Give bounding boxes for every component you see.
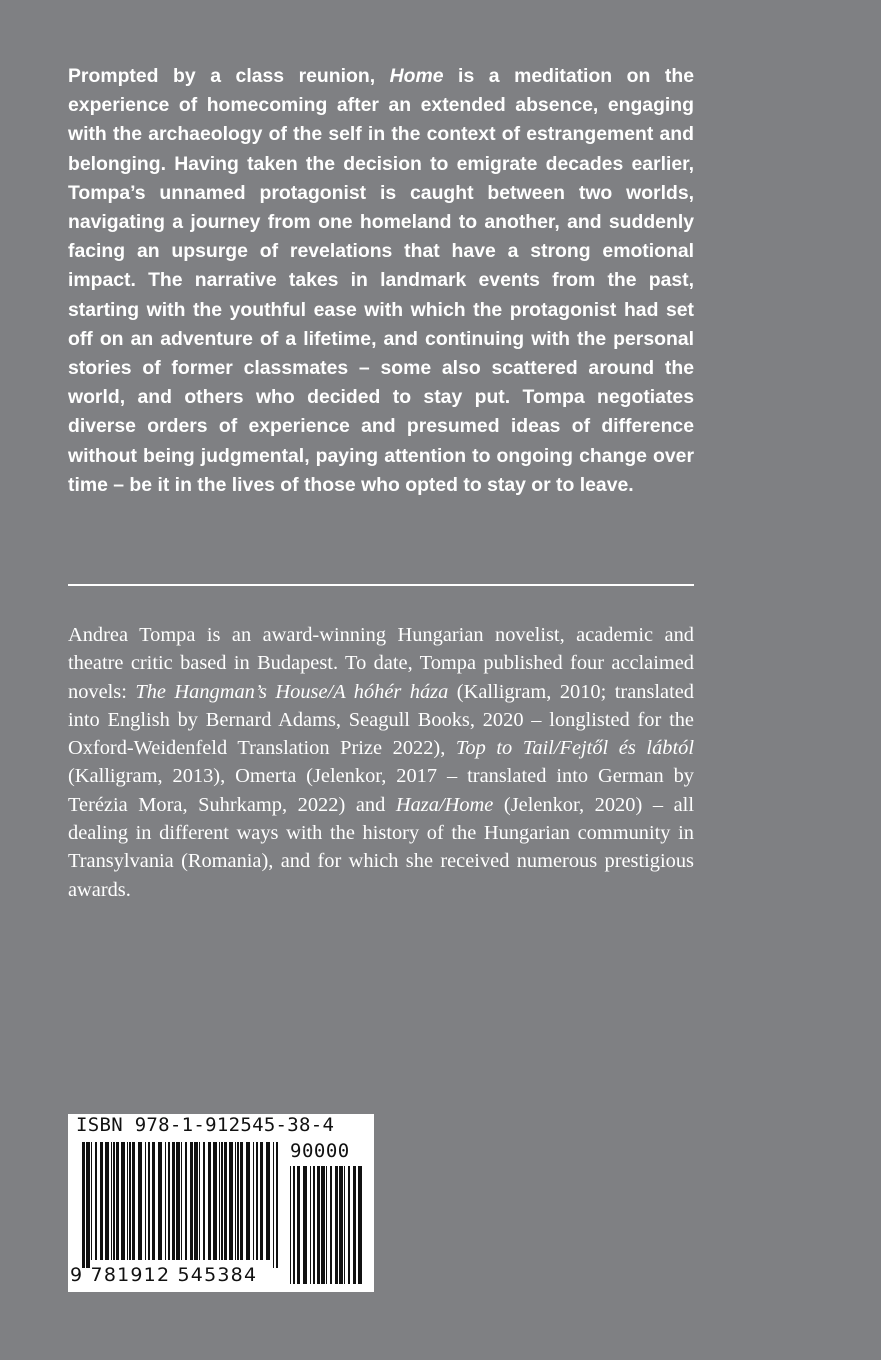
barcode-bar [208, 1142, 211, 1260]
blurb-intro: Prompted by a class reunion, [68, 65, 390, 87]
barcode-bar [246, 1142, 250, 1260]
back-cover-blurb [68, 62, 694, 500]
barcode-bar [86, 1142, 90, 1268]
barcode-bar [132, 1142, 135, 1260]
isbn-barcode [68, 1114, 374, 1292]
barcode-bar [176, 1142, 180, 1260]
barcode-bar [235, 1142, 236, 1260]
barcode-bar [152, 1142, 155, 1260]
barcode-bar [185, 1142, 187, 1260]
barcode-bar [303, 1166, 307, 1284]
barcode-bar [113, 1142, 115, 1260]
barcode-bar [313, 1166, 315, 1284]
bio-part-4: (Jelenkor, 2020) – all dealing in different ways with the history of the Hungarian community in Transylvania (Romania), and for which she received numerous prestigious awards. [68, 793, 695, 901]
price-code: 90000 [290, 1140, 350, 1162]
barcode-bar [181, 1142, 182, 1260]
barcode-bar [266, 1142, 270, 1260]
isbn-label: ISBN 978-1-912545-38-4 [76, 1114, 335, 1136]
barcode-bar [172, 1142, 175, 1260]
author-bio [68, 621, 694, 904]
barcode-bar [219, 1142, 220, 1260]
ean-digits: 9 781912 545384 [70, 1264, 258, 1286]
bio-part-2: (Kalligram, 2010; translated into English by Bernard Adams, Seagull Books, 2020 – longlisted for the Oxford-Weidenfeld Translation Prize 2022), [68, 680, 695, 760]
barcode-bar [111, 1142, 112, 1260]
barcode-bar [199, 1142, 200, 1260]
barcode-bar [339, 1166, 343, 1284]
barcode-bar [326, 1166, 327, 1284]
bio-title-2: Top to Tail/Fejtől és lábtól [455, 737, 694, 760]
barcode-bar [276, 1142, 278, 1268]
blurb-text: is a meditation on the experience of homecoming after an extended absence, engaging with the archaeology of the self in the context of estrangement and belonging. Having taken the decision to emigrate decades earlier, Tompa’s unnamed protagonist is caught between two worlds, navigating a journey from one homeland to another, and suddenly facing an upsurge of revelations that have a strong emotional impact. The narrative takes in landmark events from the past, starting with the youthful ease with which the protagonist had set off on an adventure of a lifetime, and continuing with the personal stories of former classmates – some also scattered around the world, and others who decided to stay put. Tompa negotiates diverse orders of experience and presumed ideas of difference without being judgmental, paying attention to ongoing change over time – be it in the lives of those who opted to stay or to leave. [68, 65, 694, 496]
barcode-bar [190, 1142, 193, 1260]
barcode-bar [158, 1142, 162, 1260]
bio-title-1: The Hangman’s House/A hóhér háza [135, 680, 449, 703]
barcode-bar [213, 1142, 217, 1260]
barcode-bar [237, 1142, 239, 1260]
barcode-bar [240, 1142, 243, 1260]
barcode-bar [121, 1142, 125, 1260]
barcode-bar [317, 1166, 320, 1284]
barcode-bar [253, 1142, 254, 1260]
barcode-bar [321, 1166, 325, 1284]
barcode-bar [293, 1166, 295, 1284]
bio-part-1: Andrea Tompa is an award-winning Hungarian novelist, academic and theatre critic based in Budapest. To date, Tompa published four acclaimed novels: [68, 624, 694, 703]
barcode-bar [358, 1166, 362, 1284]
barcode-bar [348, 1166, 350, 1284]
bio-title-3: Haza/Home [395, 793, 494, 816]
barcode-bar [256, 1142, 258, 1260]
barcode-bar [221, 1142, 223, 1260]
blurb-book-title: Home [389, 65, 444, 87]
barcode-bar [129, 1142, 131, 1260]
barcode-bar [203, 1142, 205, 1260]
barcode-bar [138, 1142, 142, 1260]
barcode-bar [310, 1166, 311, 1284]
barcode-bar [91, 1142, 92, 1260]
barcode-bar [194, 1142, 198, 1260]
barcode-bar [145, 1142, 146, 1260]
barcode-bar [165, 1142, 166, 1260]
barcode-bar [100, 1142, 103, 1260]
barcode-bar [353, 1166, 356, 1284]
barcode-bar [273, 1142, 274, 1268]
barcode-bar [168, 1142, 170, 1260]
section-divider [68, 584, 694, 586]
barcode-bar [297, 1166, 300, 1284]
barcode-bar [290, 1166, 291, 1284]
barcode-bar [148, 1142, 150, 1260]
barcode-bar [260, 1142, 263, 1260]
barcode-bar [344, 1166, 345, 1284]
barcode-bar [95, 1142, 97, 1260]
barcode-bar [127, 1142, 128, 1260]
barcode-bar [229, 1142, 233, 1260]
barcode-bar [82, 1142, 85, 1268]
bio-part-3: (Kalligram, 2013), Omerta (Jelenkor, 2017 – translated into German by Terézia Mora, Suhrkamp, 2022) and [68, 765, 694, 816]
barcode-bar [116, 1142, 119, 1260]
barcode-bar [105, 1142, 109, 1260]
barcode-bar [330, 1166, 332, 1284]
barcode-bar [224, 1142, 227, 1260]
barcode-bar [335, 1166, 338, 1284]
